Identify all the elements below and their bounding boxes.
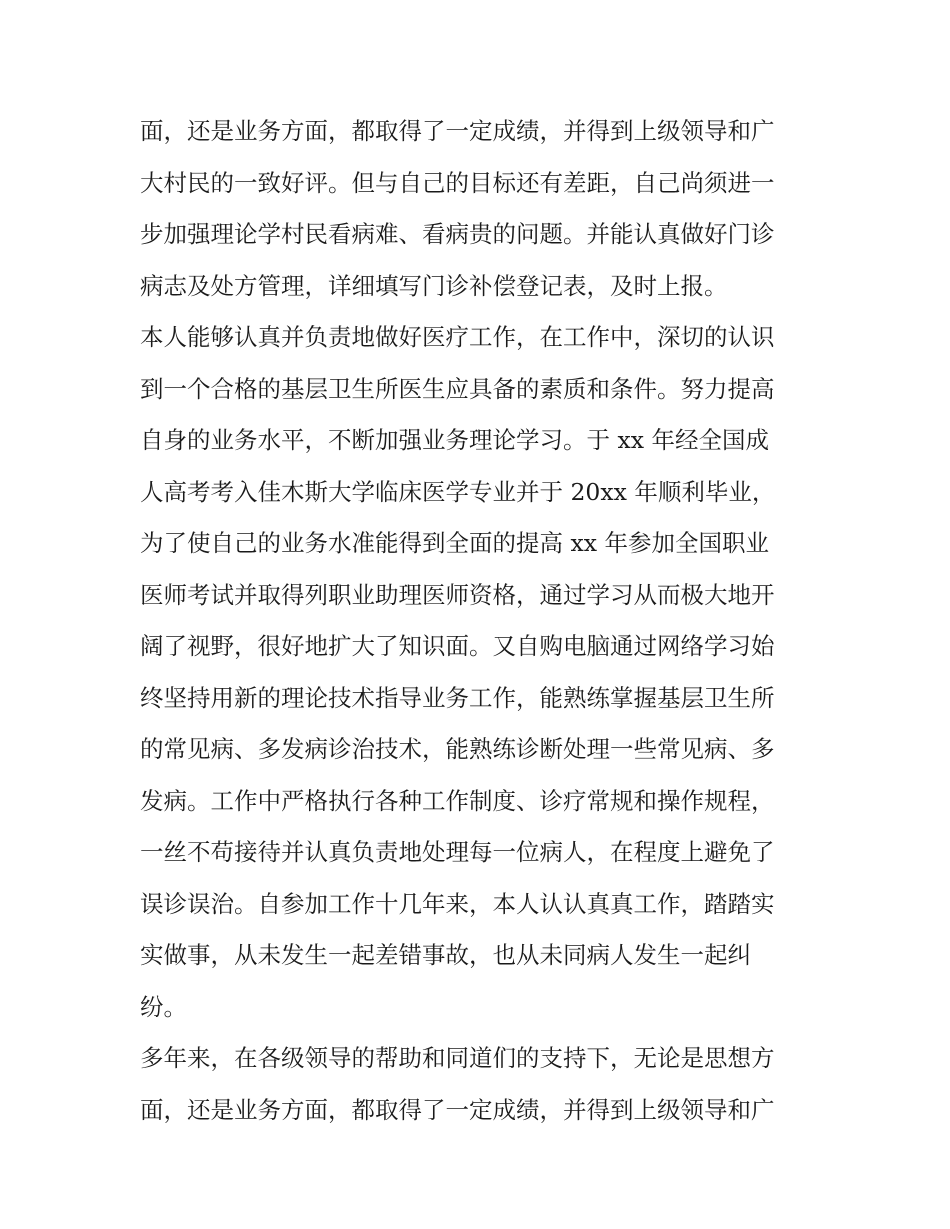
text-line: 本人能够认真并负责地做好医疗工作，在工作中，深切的认识: [140, 323, 775, 351]
text-line: 大村民的一致好评。但与自己的目标还有差距，自己尚须进一: [140, 168, 775, 197]
text-line: 为了使自己的业务水准能得到全面的提高 xx 年参加全国职业: [140, 529, 769, 557]
text-line: 面，还是业务方面，都取得了一定成绩，并得到上级领导和广: [140, 117, 775, 145]
text-line: 医师考试并取得列职业助理医师资格，通过学习从而极大地开: [140, 580, 775, 609]
text-line: 多年来，在各级领导的帮助和同道们的支持下，无论是思想方: [140, 1044, 775, 1072]
text-line: 发病。工作中严格执行各种工作制度、诊疗常规和操作规程，: [140, 786, 775, 815]
text-line: 病志及处方管理，详细填写门诊补偿登记表，及时上报。: [140, 271, 728, 300]
text-line: 步加强理论学村民看病难、看病贵的问题。并能认真做好门诊: [140, 220, 775, 248]
text-line: 的常见病、多发病诊治技术，能熟练诊断处理一些常见病、多: [140, 735, 775, 763]
text-line: 阔了视野，很好地扩大了知识面。又自购电脑通过网络学习始: [140, 632, 775, 660]
text-line: 到一个合格的基层卫生所医生应具备的素质和条件。努力提高: [140, 374, 775, 403]
text-line: 纷。: [140, 992, 187, 1021]
text-line: 人高考考入佳木斯大学临床医学专业并于 20xx 年顺利毕业，: [140, 477, 776, 506]
body-text: [140, 106, 820, 1136]
text-line: 误诊误治。自参加工作十几年来，本人认认真真工作，踏踏实: [140, 889, 775, 918]
text-line: 自身的业务水平，不断加强业务理论学习。于 xx 年经全国成: [140, 426, 769, 454]
text-line: 一丝不苟接待并认真负责地处理每一位病人，在程度上避免了: [140, 838, 775, 866]
text-line: 面，还是业务方面，都取得了一定成绩，并得到上级领导和广: [140, 1095, 775, 1124]
text-line: 实做事，从未发生一起差错事故，也从未同病人发生一起纠: [140, 941, 751, 969]
text-line: 终坚持用新的理论技术指导业务工作，能熟练掌握基层卫生所: [140, 683, 775, 712]
